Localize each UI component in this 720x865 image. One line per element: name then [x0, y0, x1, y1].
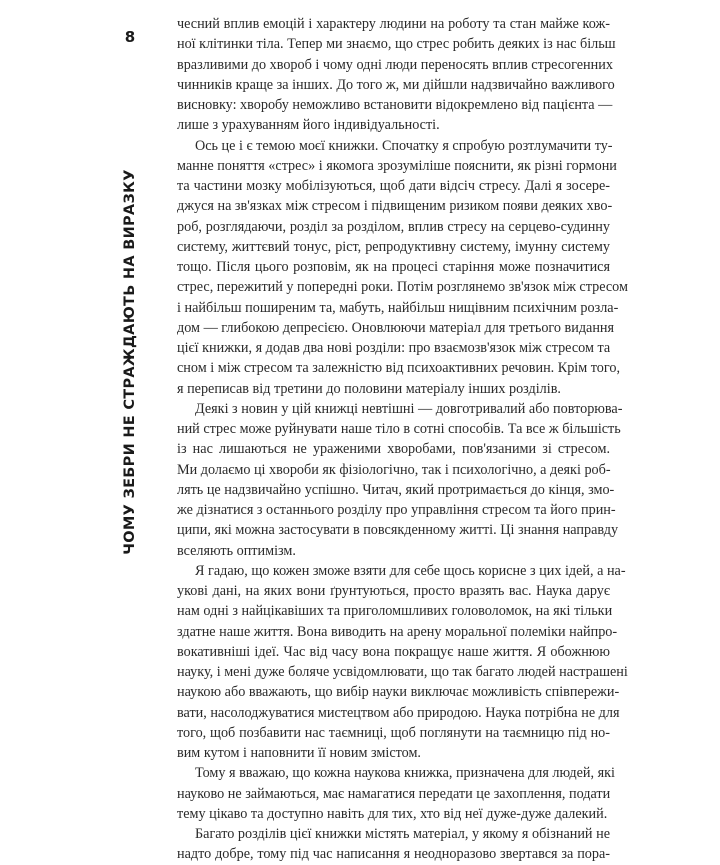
- text-line: Багато розділів цієї книжки містять матеріал, у якому я обізнаний не: [195, 826, 610, 842]
- paragraph: [177, 824, 610, 865]
- text-line: Ми долаємо ці хвороби як фізіологічно, так і психологічно, а деякі роб-: [177, 461, 611, 478]
- running-title: ЧОМУ ЗЕБРИ НЕ СТРАЖДАЮТЬ НА ВИРАЗКУ: [122, 169, 138, 555]
- text-line: я переписав від третини до половини матеріалу інших розділів.: [177, 380, 561, 397]
- text-line: манне поняття «стрес» і якомога зрозуміліше пояснити, як різні гормони: [177, 157, 617, 174]
- text-line: укові дані, на яких вони ґрунтуються, просто вразять вас. Наука дарує: [177, 583, 610, 599]
- text-line: лише з урахуванням його індивідуальності.: [177, 117, 440, 134]
- text-line: же дізнатися з останнього розділу про управління стресом та його прин-: [177, 502, 616, 518]
- text-line: тощо. Після цього розповім, як на процесі старіння може позначитися: [177, 259, 610, 275]
- side-header: [112, 28, 148, 628]
- text-line: науку, і мені дуже боляче усвідомлювати, що так багато людей настрашені: [177, 664, 628, 680]
- text-line: здатне наше життя. Вона виводить на арену моральної полеміки найпро-: [177, 623, 618, 640]
- text-line: вразливими до хвороб і чому одні люди переносять вплив стресогенних: [177, 56, 613, 73]
- text-line: того, щоб позбавити нас таємниці, щоб поглянути на таємницю під но-: [177, 724, 610, 741]
- body-text: [177, 14, 628, 865]
- text-line: вим кутом і наповнити її новим змістом.: [177, 745, 421, 761]
- text-line: вати, насолоджуватися мистецтвом або природою. Наука потрібна не для: [177, 704, 620, 721]
- text-line: ний стрес може руйнувати наше тіло в сотні способів. Та все ж більшість: [177, 421, 621, 437]
- text-line: та частини мозку мобілізуються, щоб дати відсіч стресу. Далі я зосере-: [177, 178, 610, 194]
- text-line: і найбільш поширеним та, мабуть, найбільш нищівним психічним розла-: [177, 299, 619, 316]
- text-line: Я гадаю, що кожен зможе взяти для себе щось корисне з цих ідей, а на-: [195, 562, 626, 579]
- text-line: із нас лишаються не ураженими хворобами, пов'язаними зі стресом.: [177, 441, 610, 458]
- text-line: ципи, які можна застосувати в повсякденному житті. Ці знання направду: [177, 522, 619, 539]
- paragraph: [177, 14, 616, 136]
- text-line: надто добре, тому під час написання я неодноразово звертався за пора-: [177, 846, 610, 863]
- text-line: Ось це і є темою моєї книжки. Спочатку я спробую розтлумачити ту-: [195, 137, 613, 154]
- text-line: дом — глибокою депресією. Оновлюючи матеріал для третього видання: [177, 319, 615, 336]
- text-line: науково не займаються, має намагатися передати це захоплення, подати: [177, 785, 611, 802]
- text-line: тему цікаво та доступно навіть для тих, хто від неї дуже-дуже далекий.: [177, 805, 608, 822]
- text-line: вокативніші ідеї. Час від часу вона покращує наше життя. Я обожнюю: [177, 643, 610, 660]
- text-line: наукою або вважають, що вибір науки виключає можливість співпережи-: [177, 684, 620, 701]
- text-line: висновку: хворобу неможливо встановити відокремлено від пацієнта —: [177, 97, 613, 113]
- paragraph: [177, 399, 623, 561]
- text-line: ної клітинки тіла. Тепер ми знаємо, що стрес робить деяких із нас більш: [177, 36, 616, 53]
- paragraph: [177, 136, 628, 399]
- text-line: Тому я вважаю, що кожна наукова книжка, призначена для людей, які: [195, 765, 615, 782]
- text-line: стрес, пережитий у попередні роки. Потім розглянемо зв'язок між стресом: [177, 279, 628, 296]
- text-line: роб, розглядаючи, розділ за розділом, вплив стресу на серцево-судинну: [177, 218, 610, 235]
- text-line: сном і між стресом та залежністю від психоактивних речовин. Крім того,: [177, 360, 620, 377]
- text-line: лять це надзвичайно успішно. Читач, який протримається до кінця, змо-: [177, 481, 615, 498]
- text-line: цієї книжки, я додав два нові розділи: про взаємозв'язок між стресом та: [177, 340, 611, 356]
- text-line: вселяють оптимізм.: [177, 542, 296, 559]
- paragraph: [177, 561, 628, 764]
- text-line: Деякі з новин у цій книжці невтішні — довготривалий або повторюва-: [195, 400, 623, 417]
- text-line: джуся на зв'язках між стресом і підвищеним ризиком появи деяких хво-: [177, 198, 613, 215]
- text-line: нам одні з найцікавіших та приголомшливих головоломок, на які тільки: [177, 603, 613, 620]
- text-line: чинників краще за інших. До того ж, ми дійшли надзвичайно важливого: [177, 76, 615, 93]
- text-line: чесний вплив емоцій і характеру людини на роботу та стан майже кож-: [177, 16, 610, 32]
- paragraph: [177, 763, 615, 824]
- page-number: 8: [124, 28, 136, 46]
- text-line: систему, життєвий тонус, ріст, репродуктивну систему, імунну систему: [177, 238, 610, 255]
